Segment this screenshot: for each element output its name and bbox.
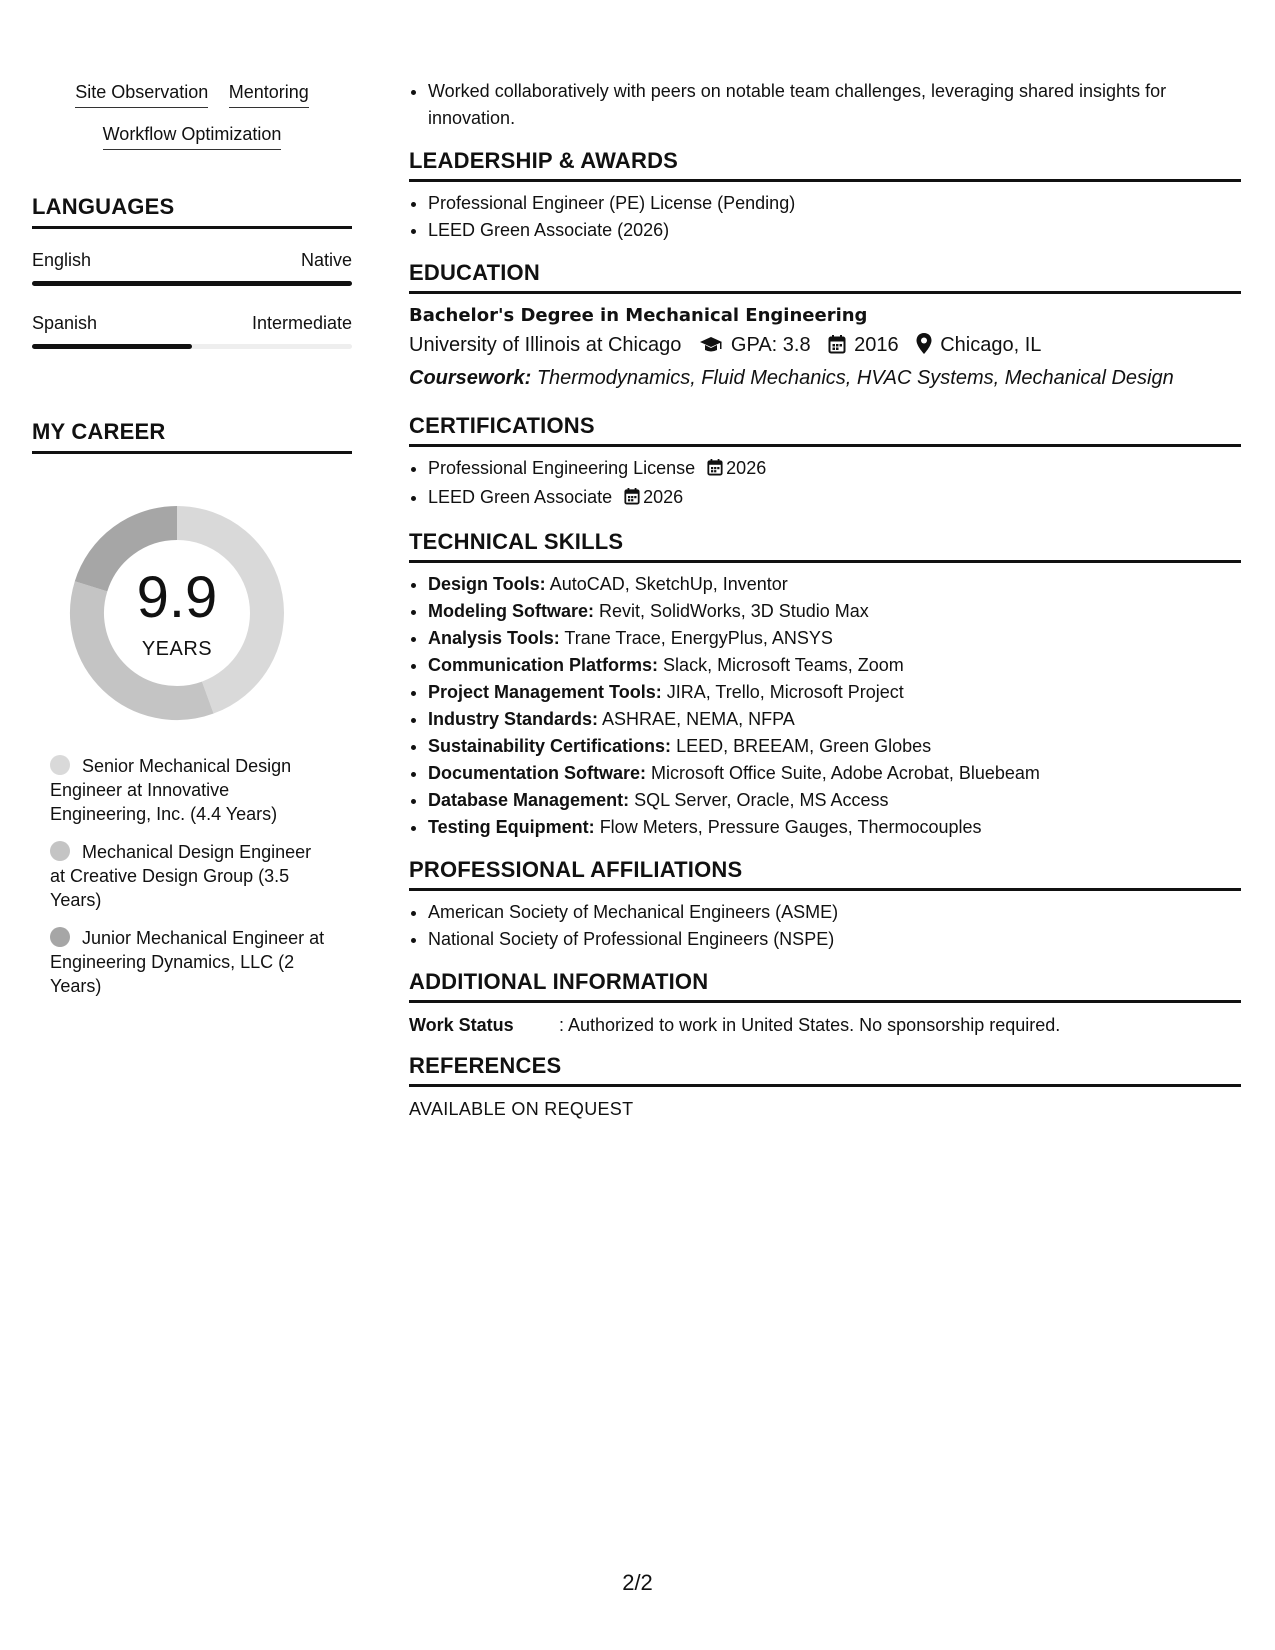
page-number: 2/2 — [622, 1570, 653, 1595]
leadership-section — [409, 148, 1241, 244]
career-heading: MY CAREER — [32, 419, 352, 454]
main-content — [409, 78, 1241, 1120]
language-level: Native — [300, 250, 352, 270]
graduation-cap-icon — [699, 333, 723, 363]
language-level: Intermediate — [251, 313, 352, 333]
language-bar — [32, 281, 352, 286]
sidebar — [32, 80, 352, 1012]
calendar-icon — [707, 457, 723, 484]
legend-dot — [50, 927, 70, 947]
education-year: 2016 — [854, 334, 899, 356]
career-total-years: 9.9 — [136, 565, 218, 630]
certification-year: 2026 — [643, 487, 684, 507]
leadership-item: • LEED Green Associate (2026) — [428, 217, 1241, 244]
tag-workflow-optimization: Workflow Optimization — [103, 122, 282, 150]
career-item — [50, 926, 330, 998]
skill-item — [428, 679, 1241, 706]
language-name: English — [32, 250, 92, 270]
skill-tags — [32, 80, 352, 150]
certifications-section — [409, 413, 1241, 513]
skill-values: JIRA, Trello, Microsoft Project — [666, 682, 904, 702]
skill-item — [428, 652, 1241, 679]
certification-year: 2026 — [726, 458, 767, 478]
leadership-heading: LEADERSHIP & AWARDS — [409, 148, 1241, 182]
skill-category: Communication Platforms: — [428, 655, 659, 675]
skill-values: ASHRAE, NEMA, NFPA — [602, 709, 795, 729]
career-item-text: Senior Mechanical Design Engineer at Innovative Engineering, Inc. (4.4 Years) — [50, 756, 292, 824]
calendar-icon — [828, 333, 846, 363]
skill-category: Database Management: — [428, 790, 630, 810]
references-section — [409, 1053, 1241, 1120]
tag-site-observation: Site Observation — [75, 80, 208, 108]
work-status-row — [409, 1013, 1241, 1037]
experience-bullet: • Worked collaboratively with peers on notable team challenges, leveraging shared insights for innovation. — [428, 78, 1241, 132]
career-legend — [32, 754, 352, 998]
skill-item — [428, 733, 1241, 760]
certification-item — [428, 455, 1241, 484]
skill-item — [428, 787, 1241, 814]
additional-info-section — [409, 969, 1241, 1037]
career-years-label: YEARS — [141, 638, 213, 660]
skill-category: Sustainability Certifications: — [428, 736, 672, 756]
legend-dot — [50, 841, 70, 861]
skill-item — [428, 760, 1241, 787]
language-english — [32, 249, 352, 286]
languages-section — [32, 194, 352, 349]
certification-item — [428, 484, 1241, 513]
language-bar-fill — [32, 281, 352, 286]
technical-skills-heading: TECHNICAL SKILLS — [409, 529, 1241, 563]
affiliation-item: • National Society of Professional Engineers (NSPE) — [428, 926, 1241, 953]
language-bar — [32, 344, 352, 349]
affiliations-heading: PROFESSIONAL AFFILIATIONS — [409, 857, 1241, 891]
experience-continuation — [409, 78, 1241, 132]
coursework-label: Coursework: — [409, 367, 532, 389]
certifications-heading: CERTIFICATIONS — [409, 413, 1241, 447]
skill-values: LEED, BREEAM, Green Globes — [676, 736, 932, 756]
skill-category: Testing Equipment: — [428, 817, 595, 837]
skill-values: Revit, SolidWorks, 3D Studio Max — [599, 601, 869, 621]
skill-category: Analysis Tools: — [428, 628, 560, 648]
coursework-list: Thermodynamics, Fluid Mechanics, HVAC Systems, Mechanical Design — [536, 367, 1174, 389]
education-school: University of Illinois at Chicago — [409, 334, 682, 356]
education-coursework — [409, 363, 1241, 393]
technical-skills-section — [409, 529, 1241, 841]
skill-values: SQL Server, Oracle, MS Access — [634, 790, 889, 810]
skill-item — [428, 625, 1241, 652]
skill-values: Microsoft Office Suite, Adobe Acrobat, Bluebeam — [651, 763, 1040, 783]
languages-heading: LANGUAGES — [32, 194, 352, 229]
skill-values: Slack, Microsoft Teams, Zoom — [663, 655, 904, 675]
career-item — [50, 754, 330, 826]
certification-name: Professional Engineering License — [428, 458, 696, 478]
skill-category: Design Tools: — [428, 574, 546, 594]
skill-values: Flow Meters, Pressure Gauges, Thermocouples — [599, 817, 982, 837]
skill-category: Documentation Software: — [428, 763, 647, 783]
career-item-text: Junior Mechanical Engineer at Engineering Dynamics, LLC (2 Years) — [50, 928, 325, 996]
affiliation-item: • American Society of Mechanical Engineers (ASME) — [428, 899, 1241, 926]
work-status-label: Work Status — [409, 1015, 514, 1035]
skill-item — [428, 706, 1241, 733]
language-spanish — [32, 312, 352, 349]
certification-name: LEED Green Associate — [428, 487, 613, 507]
career-item — [50, 840, 330, 912]
education-section — [409, 260, 1241, 393]
calendar-icon — [624, 486, 640, 513]
education-gpa: GPA: 3.8 — [730, 334, 811, 356]
skill-item — [428, 814, 1241, 841]
references-text: AVAILABLE ON REQUEST — [409, 1099, 634, 1119]
education-details — [409, 330, 1241, 363]
career-section — [32, 419, 352, 998]
education-heading: EDUCATION — [409, 260, 1241, 294]
additional-info-heading: ADDITIONAL INFORMATION — [409, 969, 1241, 1003]
legend-dot — [50, 755, 70, 775]
education-location: Chicago, IL — [940, 334, 1042, 356]
skill-category: Project Management Tools: — [428, 682, 662, 702]
skill-values: AutoCAD, SketchUp, Inventor — [549, 574, 788, 594]
affiliations-section — [409, 857, 1241, 953]
references-heading: REFERENCES — [409, 1053, 1241, 1087]
skill-category: Modeling Software: — [428, 601, 594, 621]
skill-category: Industry Standards: — [428, 709, 599, 729]
skill-item — [428, 598, 1241, 625]
career-donut-chart — [62, 498, 292, 728]
skill-values: Trane Trace, EnergyPlus, ANSYS — [564, 628, 833, 648]
education-degree: Bachelor's Degree in Mechanical Engineering — [409, 305, 868, 326]
language-bar-fill — [32, 344, 192, 349]
tag-mentoring: Mentoring — [229, 80, 309, 108]
location-pin-icon — [916, 333, 932, 363]
language-name: Spanish — [32, 313, 98, 333]
leadership-item: • Professional Engineer (PE) License (Pending) — [428, 190, 1241, 217]
skill-item — [428, 571, 1241, 598]
work-status-value: : Authorized to work in United States. No sponsorship required. — [559, 1015, 1061, 1035]
career-item-text: Mechanical Design Engineer at Creative Design Group (3.5 Years) — [50, 842, 312, 910]
